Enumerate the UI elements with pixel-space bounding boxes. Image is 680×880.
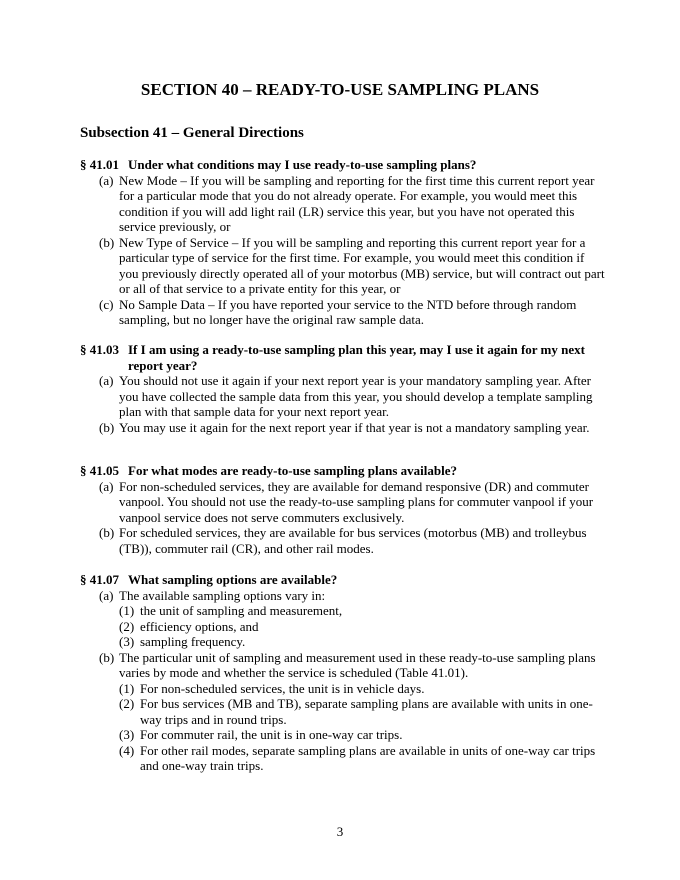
question-number: § 41.05 [80,463,119,478]
list-item [80,173,605,235]
list-item [80,525,605,556]
list-item [80,650,605,774]
sub-list-item [119,743,605,774]
sub-list-item [119,696,605,727]
list-item-text: New Mode – If you will be sampling and reporting for the first time this current report year for a particular mode that you do not already operate. For example, you would meet this condition if you will add light rail (LR) service this year, but you have not operated this service previously, or [119,172,595,234]
sub-list-item [119,619,605,635]
list-item [80,235,605,297]
list-marker: (b) [99,234,115,250]
question-number: § 41.01 [80,157,119,172]
list-marker: (a) [99,587,114,603]
subsection-title: Subsection 41 – General Directions [80,125,304,141]
list-item-text: You should not use it again if your next report year is your mandatory sampling year. After you have collected the sample data from this year, you should develop a template sampling plan with that sample data for your next report year. [119,373,593,419]
question-number: § 41.03 [80,342,119,357]
question-heading [80,463,605,479]
sub-list-item-text: sampling frequency. [140,634,246,649]
sub-list [119,603,605,650]
list-marker: (b) [99,649,115,665]
sub-list-item-text: For other rail modes, separate sampling plans are available in units of one-way car trips and one-way train trips. [140,742,596,773]
question-heading [80,572,605,588]
sub-list-marker: (3) [119,634,135,649]
sub-list-marker: (2) [119,618,135,634]
sub-list-marker: (1) [119,603,135,618]
section-title: SECTION 40 – READY-TO-USE SAMPLING PLANS [140,80,540,99]
list-marker: (a) [99,172,114,188]
question-title: If I am using a ready-to-use sampling plan this year, may I use it again for my next report year? [128,342,585,373]
sub-list-marker: (3) [119,727,135,742]
sub-list-marker: (4) [119,742,135,758]
sub-list-marker: (1) [119,680,135,696]
sub-list-item-text: For bus services (MB and TB), separate sampling plans are available with units in one-way trips and in round trips. [140,696,593,727]
list-marker: (a) [99,478,114,494]
question-41-05 [80,463,605,556]
list-item [80,420,605,436]
question-41-01 [80,157,605,328]
question-41-03 [80,342,605,435]
list-item-text: The particular unit of sampling and measurement used in these ready-to-use sampling plans varies by mode and whether the service is scheduled (Table 41.01). [119,649,596,680]
sub-list-item-text: efficiency options, and [140,618,259,634]
sub-list-item [119,603,605,619]
list-item-text: No Sample Data – If you have reported your service to the NTD before through random sampling, but no longer have the original raw sample data. [119,296,577,327]
sub-list [119,681,605,774]
list-item-text: You may use it again for the next report year if that year is not a mandatory sampling year. [119,419,590,435]
list-item-text: For scheduled services, they are available for bus services (motorbus (MB) and trolleybus (TB)), commuter rail (CR), and other rail modes. [119,525,587,556]
sub-list-marker: (2) [119,696,135,711]
question-title: For what modes are ready-to-use sampling plans available? [128,463,457,478]
list-item-text: New Type of Service – If you will be sampling and reporting this current report year for a particular type of service for the first time. For example, you would meet this condition if you previously directly operated all of your motorbus (MB) service, but will contract out part or all of that service to a private entity for this year, or [119,234,605,296]
list-item [80,479,605,526]
list-marker: (b) [99,525,115,540]
sub-list-item [119,727,605,743]
sub-list-item-text: For non-scheduled services, the unit is in vehicle days. [140,680,425,696]
question-number: § 41.07 [80,572,119,587]
list-item-text: The available sampling options vary in: [119,587,326,603]
question-heading [80,157,605,173]
page-number: 3 [336,824,344,839]
list-marker: (b) [99,419,115,435]
question-title: Under what conditions may I use ready-to-use sampling plans? [128,157,477,172]
question-heading [80,342,605,373]
list-item [80,588,605,650]
question-41-07 [80,572,605,774]
sub-list-item-text: the unit of sampling and measurement, [140,603,343,618]
list-item [80,297,605,328]
sub-list-item [119,634,605,650]
list-marker: (a) [99,373,114,388]
list-marker: (c) [99,296,114,312]
question-title: What sampling options are available? [128,572,338,587]
sub-list-item-text: For commuter rail, the unit is in one-way car trips. [140,727,403,742]
list-item-text: For non-scheduled services, they are available for demand responsive (DR) and commuter vanpool. You should not use the ready-to-use sampling plans for commuter vanpool if your vanpool service does not serve commuters exclusively. [119,478,594,525]
list-item [80,373,605,420]
sub-list-item [119,681,605,697]
